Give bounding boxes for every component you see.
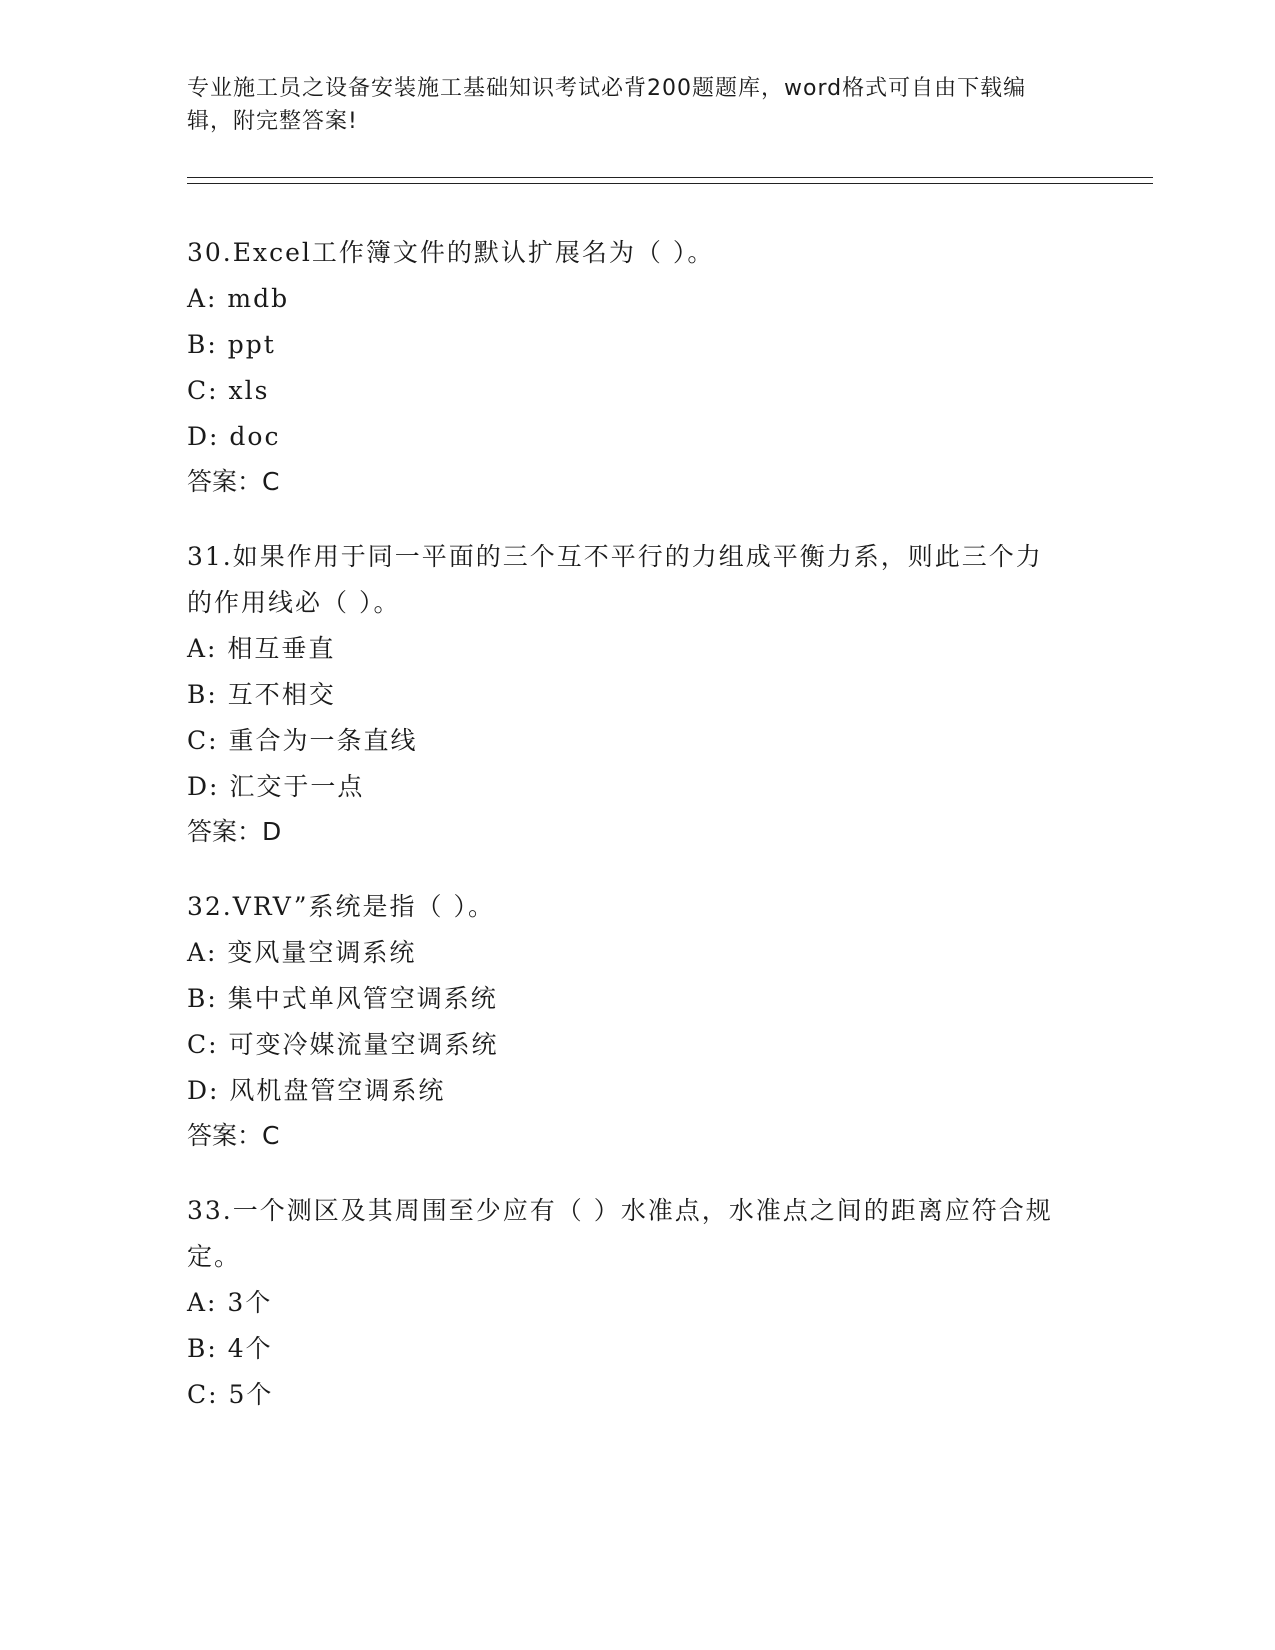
option-b: B: 4个 [187, 1334, 273, 1363]
question-32 [187, 884, 1087, 1158]
option-b: B: 互不相交 [187, 680, 336, 709]
answer: 答案：D [187, 817, 282, 846]
question-stem: 32.VRV”系统是指（ ）。 [187, 892, 495, 921]
option-c: C: 5个 [187, 1380, 274, 1409]
option-a: A: 3个 [187, 1288, 273, 1317]
option-d: D: 风机盘管空调系统 [187, 1076, 446, 1105]
option-c: C: 重合为一条直线 [187, 726, 418, 755]
header-divider [187, 177, 1153, 184]
question-31 [187, 534, 1087, 854]
question-stem: 31.如果作用于同一平面的三个互不平行的力组成平衡力系，则此三个力的作用线必（ ）。 [187, 542, 1043, 617]
option-b: B: ppt [187, 330, 276, 359]
option-c: C: 可变冷媒流量空调系统 [187, 1030, 499, 1059]
option-b: B: 集中式单风管空调系统 [187, 984, 498, 1013]
option-a: A: 相互垂直 [187, 634, 336, 663]
question-33 [187, 1188, 1087, 1418]
answer: 答案：C [187, 467, 280, 496]
question-stem: 33.一个测区及其周围至少应有（ ）水准点，水准点之间的距离应符合规定。 [187, 1196, 1053, 1271]
answer: 答案：C [187, 1121, 280, 1150]
question-30 [187, 230, 1087, 504]
option-d: D: doc [187, 422, 281, 451]
question-list [187, 230, 1087, 1448]
option-a: A: mdb [187, 284, 290, 313]
option-d: D: 汇交于一点 [187, 772, 365, 801]
document-header: 专业施工员之设备安装施工基础知识考试必背200题题库，word格式可自由下载编辑，附完整答案! [187, 76, 1027, 134]
option-c: C: xls [187, 376, 270, 405]
option-a: A: 变风量空调系统 [187, 938, 417, 967]
question-stem: 30.Excel工作簿文件的默认扩展名为（ ）。 [187, 238, 715, 267]
